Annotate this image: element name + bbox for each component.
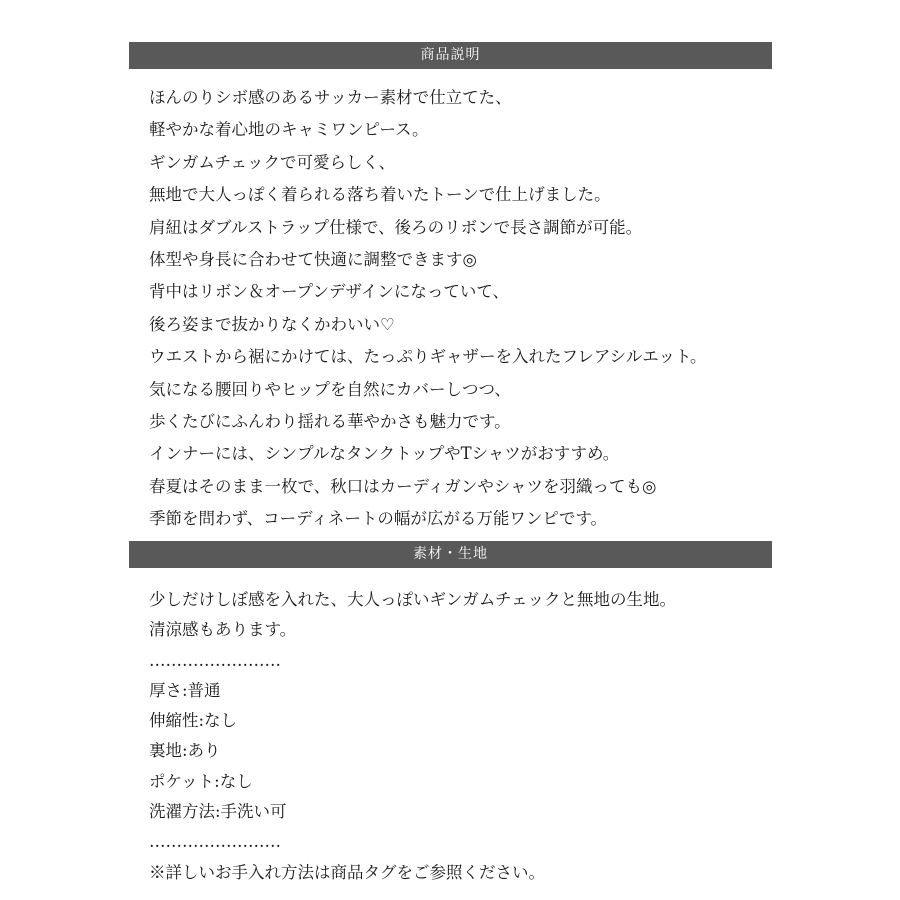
material-line: 清涼感もあります。 — [149, 620, 297, 640]
spec-pocket: ポケット:なし — [149, 771, 253, 791]
description-line: ほんのりシボ感のあるサッカー素材で仕立てた、 — [149, 88, 512, 107]
dotted-separator: …………………… — [149, 832, 281, 852]
description-line: 背中はリボン＆オープンデザインになっていて、 — [149, 282, 510, 302]
spec-lining: 裏地:あり — [149, 741, 221, 761]
spec-washing: 洗濯方法:手洗い可 — [149, 802, 287, 822]
description-line: ギンガムチェックで可愛らしく、 — [149, 152, 396, 172]
description-line: 体型や身長に合わせて快適に調整できます◎ — [149, 249, 477, 269]
description-line: 気になる腰回りやヒップを自然にカバーしつつ、 — [149, 379, 511, 399]
description-line: 軽やかな着心地のキャミワンピース。 — [149, 120, 429, 140]
material-text — [149, 585, 769, 888]
section-header-material: 素材・生地 — [129, 541, 772, 568]
description-line: 後ろ姿まで抜かりなくかわいい♡ — [149, 314, 395, 334]
description-line: 無地で大人っぽく着られる落ち着いたトーンで仕上げました。 — [149, 185, 611, 205]
spec-thickness: 厚さ:普通 — [149, 680, 221, 700]
description-line: インナーには、シンプルなタンクトップやTシャツがおすすめ。 — [149, 444, 620, 464]
description-line: 季節を問わず、コーディネートの幅が広がる万能ワンピです。 — [149, 509, 608, 529]
description-line: 春夏はそのまま一枚で、秋口はカーディガンやシャツを羽織っても◎ — [149, 476, 657, 496]
description-line: 歩くたびにふんわり揺れる華やかさも魅力です。 — [149, 411, 511, 431]
spec-stretch: 伸縮性:なし — [149, 711, 238, 731]
dotted-separator: …………………… — [149, 650, 281, 670]
section-header-description: 商品説明 — [129, 42, 772, 69]
material-line: 少しだけしぼ感を入れた、大人っぽいギンガムチェックと無地の生地。 — [149, 590, 677, 609]
description-text — [149, 82, 769, 535]
description-line: ウエストから裾にかけては、たっぷりギャザーを入れたフレアシルエット。 — [149, 347, 707, 367]
description-line: 肩紐はダブルストラップ仕様で、後ろのリボンで長さ調節が可能。 — [149, 217, 643, 237]
care-note: ※詳しいお手入れ方法は商品タグをご参照ください。 — [149, 862, 545, 882]
